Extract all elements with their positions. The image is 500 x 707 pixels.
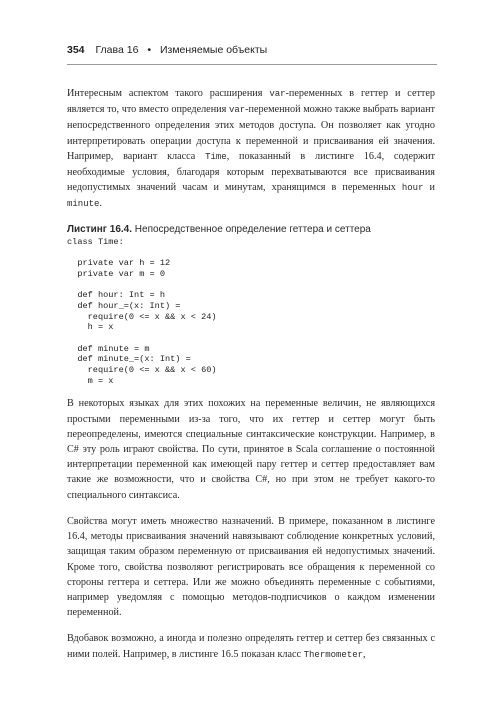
code-listing: class Time: private var h = 12 private var m = 0 def hour: Int = h def hour_=(x: Int) = require(0 <= x && x < 24) h = x def minute = m def minute_=(x: Int) = require(0 <= x && x < 60) m = x [67, 236, 217, 386]
paragraph-languages: В некоторых языках для этих похожих на переменные величин, не являющихся простыми переменными из-за того, что их геттер и сеттер могут быть переопределены, имеются специальные синтаксические конструкции. Например, в C# эту роль играют свойства. По сути, принятое в Scala соглашение о постоянной интерпретации переменной как имеющей пару геттер и сеттер предоставляет вам такие же возможности, что и свойства C#, но при этом не требует какого-то специального синтаксиса. [67, 398, 435, 501]
paragraph-thermometer [67, 631, 435, 662]
listing-label: Листинг 16.4. [67, 223, 132, 235]
page-number: 354 [67, 44, 85, 56]
paragraph-intro [67, 86, 435, 213]
inline-code: minute [67, 199, 100, 210]
text-run: -переменных в геттер и сеттер является то, что вместо определения [67, 88, 435, 116]
text-run: , показанный в листинге 16.4, содержит необходимые условия, благодаря которым перехватываются все присваивания недопустимых значений часам и минутам, хранящимся в переменных [67, 150, 435, 194]
text-run: и [423, 182, 436, 194]
text-run: . [99, 198, 102, 210]
text-run: Интересным аспектом такого расширения [67, 88, 270, 99]
running-header [67, 44, 437, 56]
inline-code: var [269, 89, 286, 99]
text-run: , [363, 648, 366, 660]
inline-code: hour [401, 183, 424, 194]
paragraph-properties: Свойства могут иметь множество назначений. В примере, показанном в листинге 16.4, методы присваивания значений навязывают соблюдение конкретных условий, защищая таким образом переменную от присваивания ей недопустимых значений. Кроме того, свойства позволяют регистрировать все обращения к переменной со стороны геттера и сеттера. Или же можно объединять переменные с событиями, например уведомляя с помощью методов-подписчиков о каждом изменении переменной. [67, 515, 435, 619]
header-separator: • [147, 44, 152, 56]
listing-title: Непосредственное определение геттера и сеттера [134, 223, 371, 235]
listing-caption [67, 224, 435, 235]
header-rule [67, 64, 437, 65]
chapter-title: Изменяемые объекты [159, 44, 268, 56]
inline-code: Thermometer [303, 649, 364, 660]
text-run: Вдобавок возможно, а иногда и полезно определять геттер и сеттер без связанных с ними полей. Например, в листинге 16.5 показан класс [67, 633, 435, 660]
inline-code: var [228, 105, 246, 116]
page-body [67, 86, 435, 674]
inline-code: Time [205, 151, 227, 162]
chapter-label: Глава 16 [95, 44, 139, 56]
text-run: -переменной можно также выбрать вариант непосредственного определения этих методов доступа. Он позволяет как угодно интерпретировать операции доступа к переменной и присваивания ей значения. Например, вариант класса [67, 104, 435, 162]
